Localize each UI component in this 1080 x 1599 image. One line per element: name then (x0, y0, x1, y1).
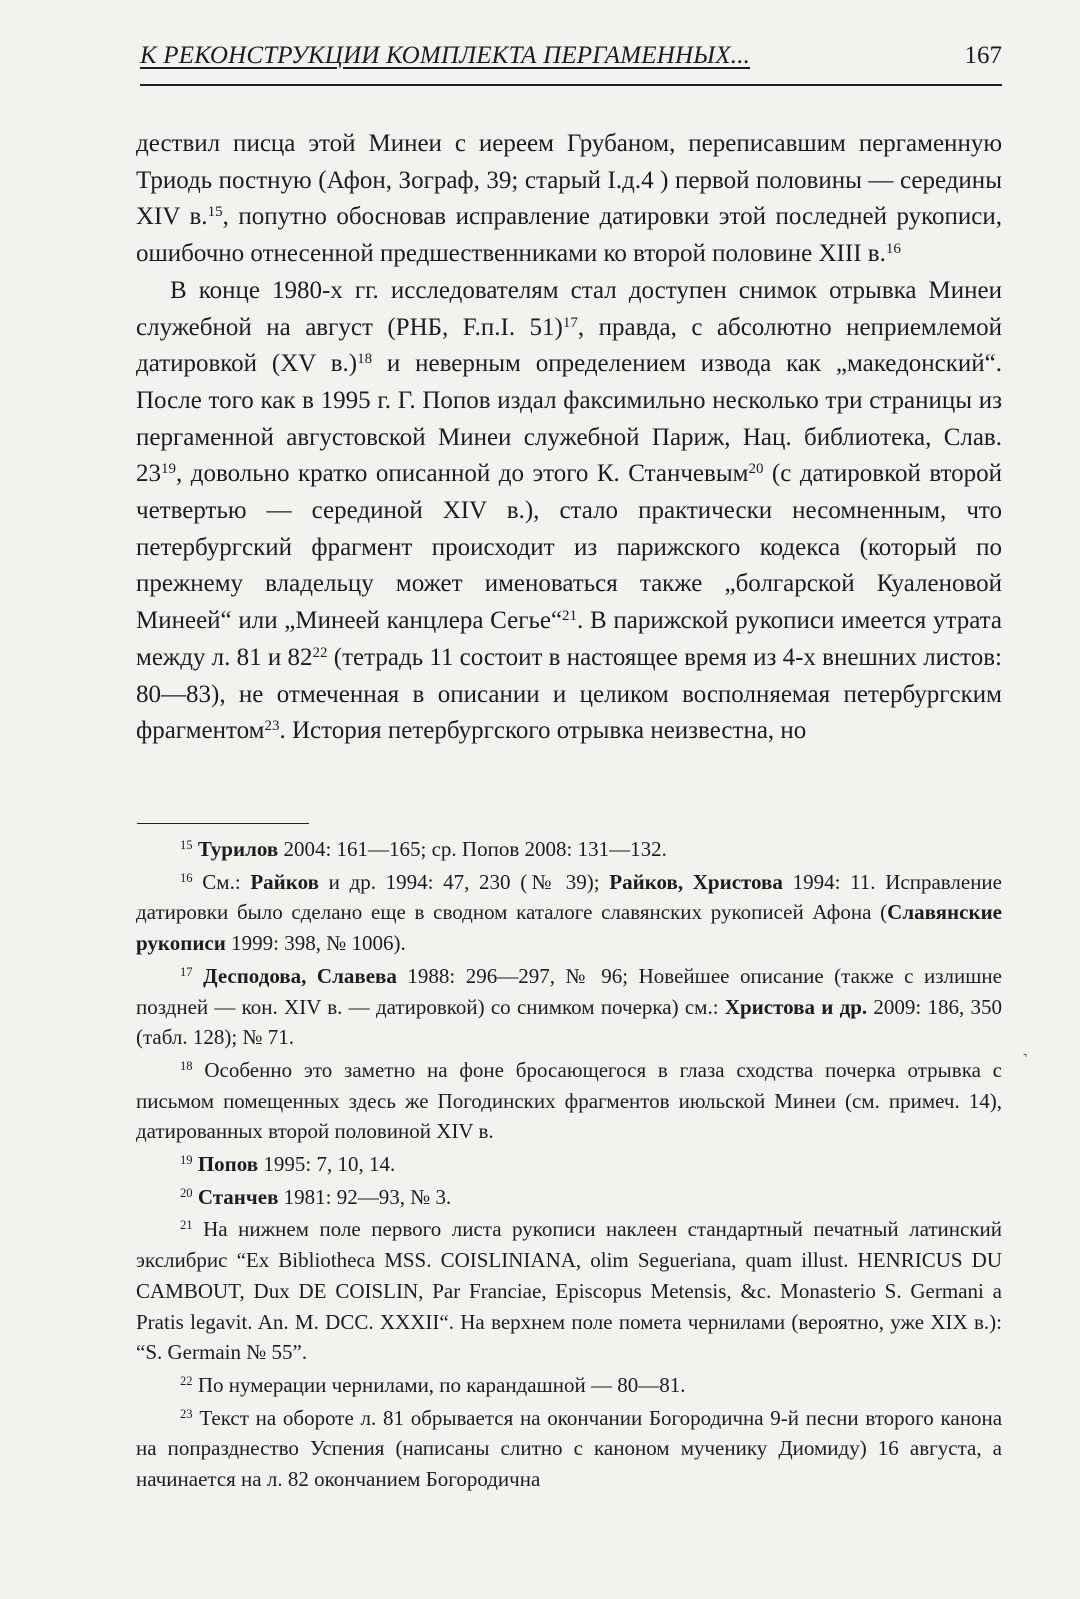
paragraph-1: дествил писца этой Минеи с иереем Грубаном, переписавшим пергаменную Триодь постную (Афон, Зограф, 39; старый I.д.4 ) первой половины — середины XIV в.$^{15}$, попутно обосновав исправление датировки этой последней рукописи, ошибочно отнесенной предшественниками ко второй половине XIII в.$^{16}$ (136, 130, 1002, 268)
footnote-ref-15[interactable]: 15 (207, 204, 223, 221)
footnote-17: $^{17}$ Десподова, Славева 1988: 296—297, № 96; Новейшее описание (также с излишне поздней — кон. XIV в. — датировкой) со снимком почерка) см.: Христова и др. 2009: 186, 350 (табл. 128); № 71. (136, 963, 1002, 1050)
page-number: 167 (964, 42, 1002, 69)
footnote-ref-17[interactable]: 17 (562, 314, 578, 331)
footnote-ref-23[interactable]: 23 (264, 718, 280, 734)
paragraph-2: В конце 1980-х гг. исследователям стал доступен снимок отрывка Минеи служебной на август (РНБ, F.п.I. 51)$^{17}$, правда, с абсолютно неприемлемой датировкой (XV в.)$^{18}$ и неверным определением извода как „македонский“. После того как в 1995 г. Г. Попов издал факсимильно несколько три страницы из пергаменной августовской Минеи служебной Париж, Нац. библиотека, Слав. $23^{19}$, довольно кратко описанной до этого К. Станчевым$^{20}$ (с датировкой второй четвертью — серединой XIV в.), стало практически несомненным, что петербургский фрагмент происходит из парижского кодекса (который по прежнему владельцу может именоваться также „болгарской Куаленовой Минеей“ или „Минеей канцлера Сегье“$^{21}$. В парижской рукописи имеется утрата между л. 81 и $82^{22}$ (тетрадь 11 состоит в настоящее время из 4-х внешних листов: 80—83), не отмеченная в описании и целиком восполняемая петербургским фрагментом$^{23}$. История петербургского отрывка неизвестна, но (136, 276, 1003, 745)
footnote-23: $^{23}$ Текст на обороте л. 81 обрывается на окончании Богородична 9-й песни второго канона на попразднество Успения (написаны слитно с каноном мученику Диомиду) 16 августа, а начинается на л. 82 окончанием Богородична (136, 1405, 1003, 1492)
footnote-ref-19[interactable]: 19 (161, 461, 176, 478)
footnote-15: $^{15}$ Турилов 2004: 161—165; ср. Попов 2008: 131—132. (180, 837, 667, 861)
footnote-ref-16[interactable]: 16 (885, 240, 901, 257)
footnote-16: $^{16}$ См.: Райков и др. 1994: 47, 230 (№ 39); Райков, Христова 1994: 11. Исправление датировки было сделано еще в сводном каталоге славянских рукописей Афона (Славянские рукописи 1999: 398, № 1006). (136, 869, 1002, 956)
footnote-ref-22[interactable]: 22 (312, 644, 328, 661)
footnote-18: $^{18}$ Особенно это заметно на фоне бросающегося в глаза сходства почерка отрывка с письмом помещенных здесь же Погодинских фрагментов июльской Минеи (см. примеч. 14), датированных второй половиной XIV в. (136, 1057, 1002, 1144)
footnote-ref-20[interactable]: 20 (748, 461, 764, 478)
running-header (140, 40, 1002, 86)
footnote-ref-21[interactable]: 21 (562, 607, 578, 624)
margin-pencil-mark: ˺ (1022, 1050, 1028, 1070)
main-text (136, 126, 1002, 750)
footnote-separator (137, 823, 309, 824)
footnotes (136, 834, 1002, 1495)
footnote-20: $^{20}$ Станчев 1981: 92—93, № 3. (180, 1184, 452, 1209)
running-title: К РЕКОНСТРУКЦИИ КОМПЛЕКТА ПЕРГАМЕННЫХ... (140, 42, 751, 69)
footnote-19: $^{19}$ Попов 1995: 7, 10, 14. (180, 1152, 396, 1177)
footnote-22: $^{22}$ По нумерации чернилами, по карандашной — 80—81. (180, 1372, 686, 1397)
footnote-ref-18[interactable]: 18 (357, 350, 373, 367)
footnote-21: $^{21}$ На нижнем поле первого листа рукописи наклеен стандартный печатный латинский экслибрис “Ex Bibliotheca MSS. COISLINIANA, olim Segueriana, quam illust. HENRICUS DU CAMBOUT, Dux DE COISLIN, Par Franciae, Episcopus Metensis, &c. Monasterio S. Germani a Pratis legavit. An. M. DCC. XXXII“. На верхнем поле помета чернилами (вероятно, уже XIX в.): “S. Germain № 55”. (136, 1217, 1003, 1365)
